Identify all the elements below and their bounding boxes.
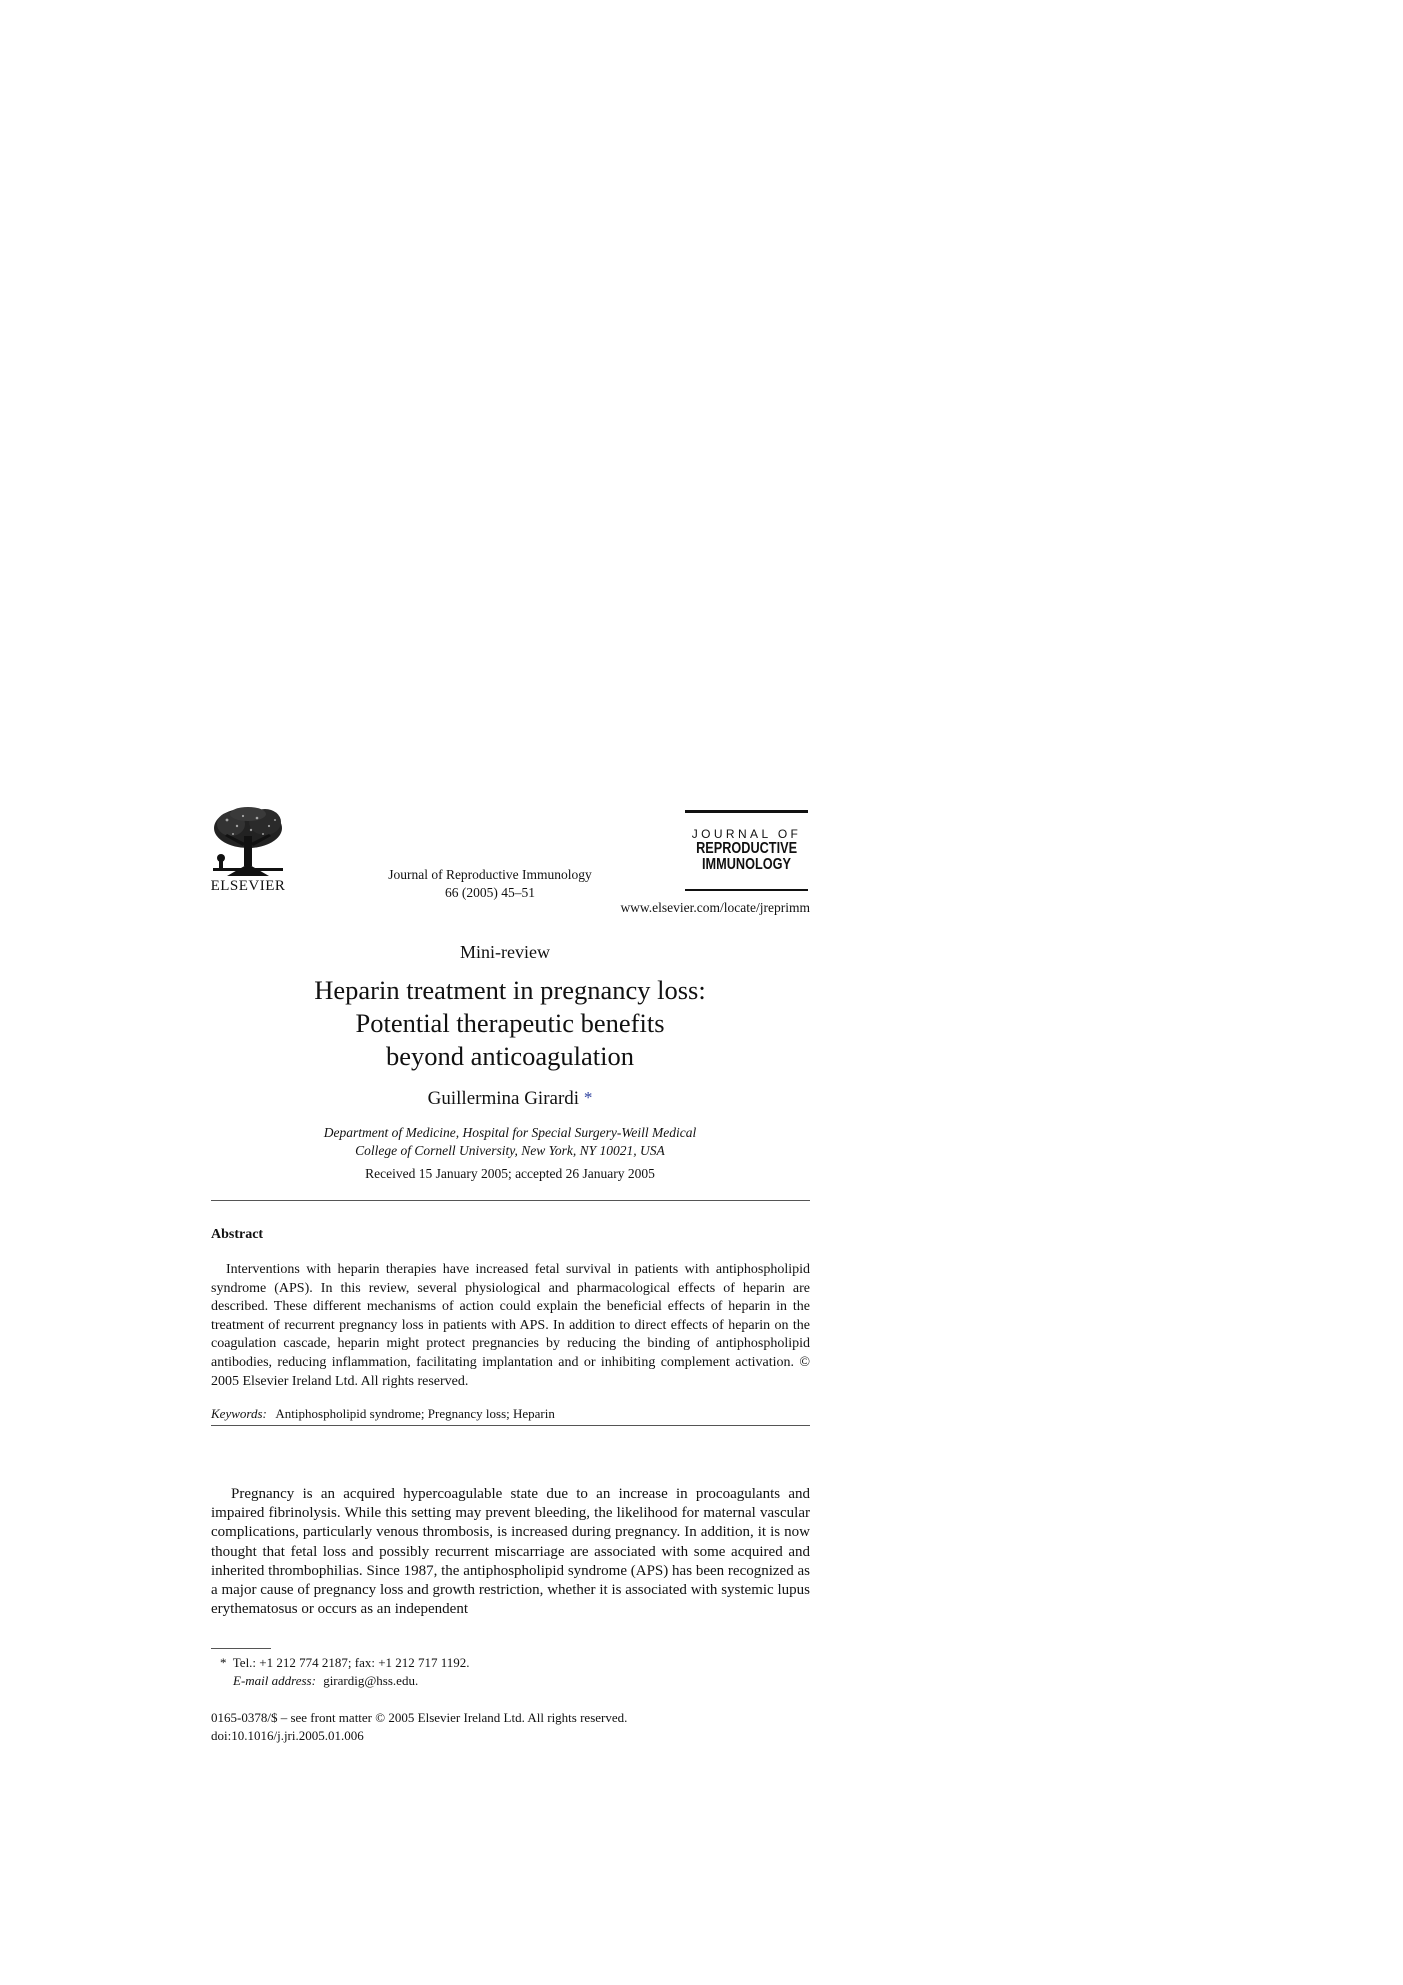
journal-url-link[interactable]: www.elsevier.com/locate/jreprimm <box>620 900 810 915</box>
author-name: Guillermina Girardi <box>427 1088 580 1109</box>
journal-logo-top-rule <box>685 810 808 813</box>
publisher-name: ELSEVIER <box>210 878 286 894</box>
abstract-copyright: © 2005 Elsevier Ireland Ltd. All rights reserved. <box>211 1354 811 1389</box>
keywords-list: Antiphospholipid syndrome; Pregnancy loss; Heparin <box>275 1406 555 1421</box>
title-line: Potential therapeutic benefits <box>355 1008 665 1038</box>
email-label: E-mail address: <box>233 1673 316 1688</box>
author-line <box>0 1088 1020 1110</box>
article-type: Mini-review <box>460 942 550 962</box>
keywords <box>211 1406 555 1422</box>
abstract-text <box>211 1261 810 1391</box>
journal-citation <box>370 866 610 902</box>
author-email-footnote <box>233 1673 418 1689</box>
keywords-label: Keywords: <box>211 1406 267 1421</box>
abstract-bottom-rule <box>211 1425 810 1426</box>
abstract-heading: Abstract <box>211 1227 264 1242</box>
abstract-top-rule <box>211 1200 810 1201</box>
article-title <box>0 974 1020 1073</box>
title-line: Heparin treatment in pregnancy loss: <box>314 975 706 1005</box>
article-dates: Received 15 January 2005; accepted 26 January 2005 <box>365 1166 655 1181</box>
body-paragraph: Pregnancy is an acquired hypercoagulable state due to an increase in procoagulants and impaired fibrinolysis. While this setting may prevent bleeding, the likelihood for maternal vascular complications, particularly venous thrombosis, is increased during pregnancy. In addition, it is now thought that fetal loss and possibly recurrent miscarriage are associated with some acquired and inherited thrombophilias. Since 1987, the antiphospholipid syndrome (APS) has been recognized as a major cause of pregnancy loss and growth restriction, whether it is associated with systemic lupus erythematosus or occurs as an independent <box>211 1486 810 1618</box>
title-line: beyond anticoagulation <box>386 1041 634 1071</box>
footnote-rule <box>211 1648 271 1649</box>
journal-name: Journal of Reproductive Immunology <box>388 867 592 882</box>
footnote-mark: * <box>220 1655 227 1670</box>
journal-volume-pages: 66 (2005) 45–51 <box>445 885 535 900</box>
journal-logo-line1: JOURNAL OF <box>691 827 802 841</box>
affiliation-line: Department of Medicine, Hospital for Special Surgery-Weill Medical <box>323 1125 697 1140</box>
front-matter <box>211 1709 627 1745</box>
author-footnote-link[interactable]: * <box>583 1088 593 1107</box>
footnote-contact: Tel.: +1 212 774 2187; fax: +1 212 717 1192. <box>232 1655 470 1670</box>
journal-logo-line2: REPRODUCTIVE <box>696 840 798 857</box>
journal-logo-bottom-rule <box>685 889 808 891</box>
journal-logo <box>685 810 808 891</box>
abstract-paragraph: Interventions with heparin therapies have increased fetal survival in patients with antiphospholipid syndrome (APS). In this review, several physiological and pharmacological effects of heparin are described. These different mechanisms of action could explain the beneficial effects of heparin in the treatment of recurrent pregnancy loss in patients with APS. In addition to direct effects of heparin on the coagulation cascade, heparin might protect pregnancies by reducing the binding of antiphospholipid antibodies, reducing inflammation, facilitating implantation and or inhibiting complement activation. <box>211 1262 810 1370</box>
doi-link[interactable]: doi:10.1016/j.jri.2005.01.006 <box>211 1728 364 1743</box>
author-contact-footnote <box>220 1655 470 1671</box>
email-link[interactable]: girardig@hss.edu. <box>323 1673 419 1688</box>
author-affiliation <box>0 1124 1020 1160</box>
affiliation-line: College of Cornell University, New York, NY 10021, USA <box>355 1143 665 1158</box>
front-matter-copyright: 0165-0378/$ – see front matter © 2005 Elsevier Ireland Ltd. All rights reserved. <box>211 1710 628 1725</box>
journal-logo-line3: IMMUNOLOGY <box>702 856 791 873</box>
